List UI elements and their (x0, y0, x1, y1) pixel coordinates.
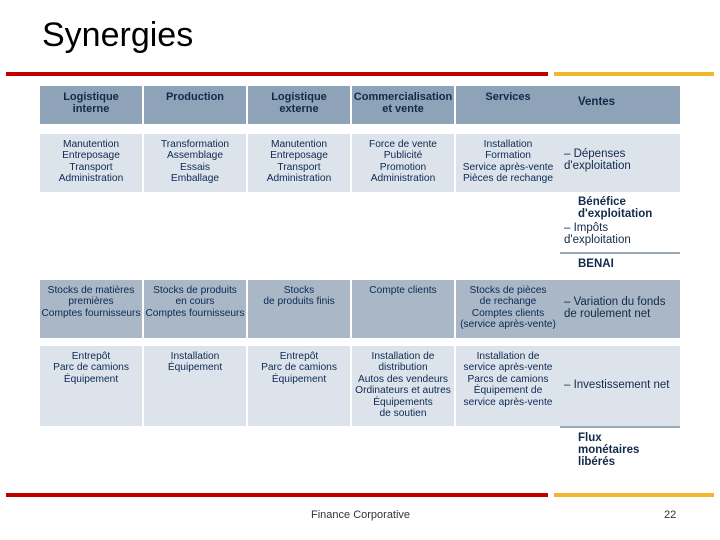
ventes-label: Ventes (560, 86, 680, 124)
table-cell: Stocks de pièces de rechange Comptes clients (service après-vente) (456, 280, 560, 338)
header-services: Services (456, 86, 560, 124)
table-row-working-capital (40, 280, 560, 338)
bottom-gold-rule (554, 493, 714, 497)
benai-label: BENAI (578, 258, 614, 270)
table-cell: Stocks de matières premières Comptes fournisseurs (40, 280, 144, 338)
flux-separator (560, 426, 680, 428)
table-row-activities (40, 134, 560, 192)
bottom-red-rule (6, 493, 548, 497)
value-chain-figure (40, 86, 680, 478)
impots-label: – Impôts d'exploitation (564, 222, 631, 246)
table-cell: Installation Équipement (144, 346, 248, 426)
table-cell: Manutention Entreposage Transport Administration (248, 134, 352, 192)
table-cell: Entrepôt Parc de camions Équipement (40, 346, 144, 426)
cash-flow-column (560, 86, 680, 478)
slide-title: Synergies (42, 16, 194, 54)
page-number: 22 (664, 509, 677, 521)
flux-label: Flux monétaires libérés (578, 432, 640, 468)
table-cell: Stocks de produits finis (248, 280, 352, 338)
table-cell: Force de vente Publicité Promotion Administration (352, 134, 456, 192)
top-gold-rule (554, 72, 714, 76)
table-row-investments (40, 346, 560, 426)
depenses-label: – Dépenses d'exploitation (560, 134, 680, 192)
table-cell: Installation de service après-vente Parcs de camions Équipement de service après-vente (456, 346, 560, 426)
table-header-row (40, 86, 560, 124)
table-cell: Manutention Entreposage Transport Administration (40, 134, 144, 192)
table-cell: Transformation Assemblage Essais Emballage (144, 134, 248, 192)
table-cell: Compte clients (352, 280, 456, 338)
top-red-rule (6, 72, 548, 76)
investissement-label: – Investissement net (560, 346, 680, 426)
header-logistique-externe: Logistique externe (248, 86, 352, 124)
table-cell: Stocks de produits en cours Comptes fournisseurs (144, 280, 248, 338)
benefice-label: Bénéfice d'exploitation (578, 196, 653, 220)
benai-separator (560, 252, 680, 254)
footer-title: Finance Corporative (311, 509, 411, 521)
header-production: Production (144, 86, 248, 124)
header-logistique-interne: Logistique interne (40, 86, 144, 124)
table-cell: Installation Formation Service après-vente Pièces de rechange (456, 134, 560, 192)
table-cell: Installation de distribution Autos des vendeurs Ordinateurs et autres Équipements de soutien (352, 346, 456, 426)
variation-label: – Variation du fonds de roulement net (560, 280, 680, 338)
header-commercialisation: Commercialisation et vente (352, 86, 456, 124)
table-cell: Entrepôt Parc de camions Équipement (248, 346, 352, 426)
